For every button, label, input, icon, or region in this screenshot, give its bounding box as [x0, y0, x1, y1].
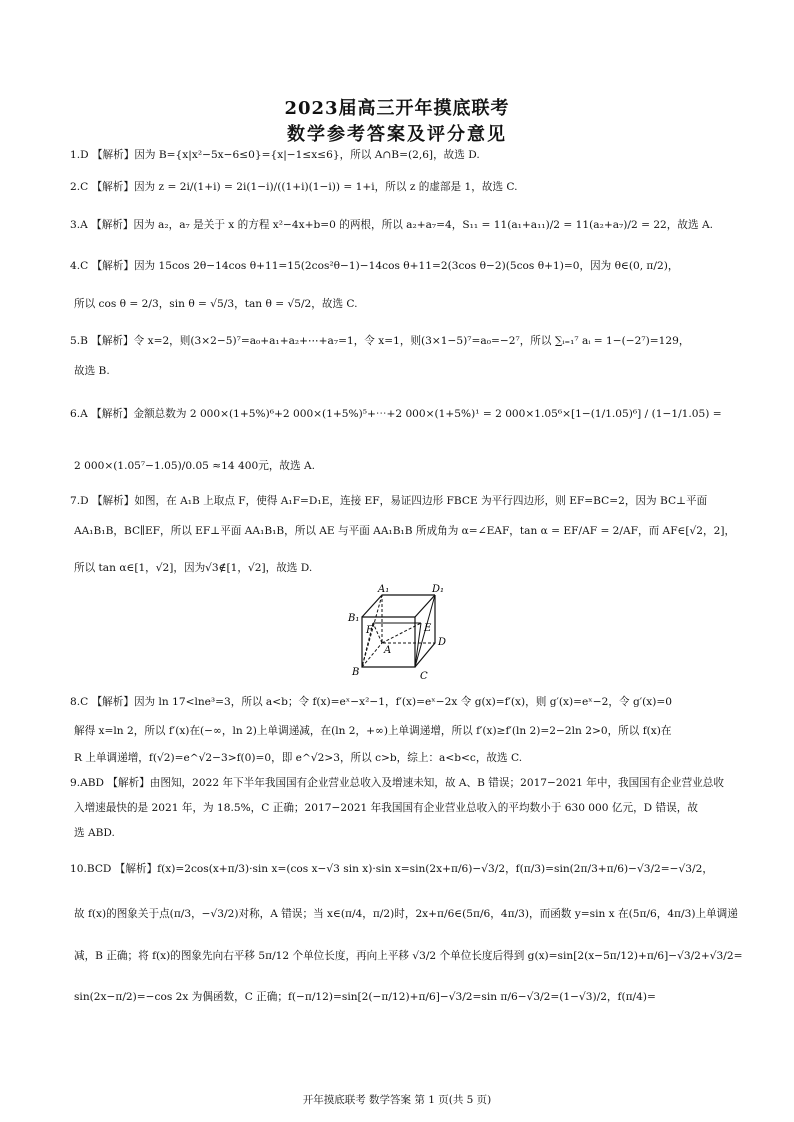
label-B1: B₁	[348, 613, 360, 624]
label-A: A	[384, 645, 392, 656]
answer-9: 9.ABD 【解析】由图知，2022 年下半年我国国有企业营业总收入及增速未知，故 A、B 错误；2017−2021 年中，我国国有企业营业总收	[70, 777, 724, 789]
answer-8-cont1: 解得 x=ln 2，所以 f′(x)在(−∞，ln 2)上单调递减，在(ln 2，+∞)上单调递增，所以 f′(x)≥f′(ln 2)=2−2ln 2>0，所以 f(x)在	[74, 725, 672, 737]
answer-8: 8.C 【解析】因为 ln 17<lne³=3，所以 a<b；令 f(x)=eˣ−x²−1，f′(x)=eˣ−2x 令 g(x)=f′(x)，则 g′(x)=eˣ−2，令 g′(x)=0	[70, 696, 672, 708]
label-F: F	[366, 625, 373, 636]
answer-2: 2.C 【解析】因为 z = 2i/(1+i) = 2i(1−i)/((1+i)(1−i)) = 1+i，所以 z 的虚部是 1，故选 C.	[70, 181, 518, 193]
label-C: C	[420, 671, 428, 682]
answer-6: 6.A 【解析】金额总数为 2 000×(1+5%)⁶+2 000×(1+5%)⁵+⋯+2 000×(1+5%)¹ = 2 000×1.05⁶×[1−(1/1.05)⁶] / (1−1/1.05) =	[70, 408, 722, 420]
answer-10-cont3: sin(2x−π/2)=−cos 2x 为偶函数，C 正确；f(−π/12)=sin[2(−π/12)+π/6]−√3/2=sin π/6−√3/2=(1−√3)/2，f(π/4)=	[74, 991, 656, 1003]
label-D1: D₁	[432, 584, 445, 595]
answer-6-cont: 2 000×(1.05⁷−1.05)/0.05 ≈14 400元，故选 A.	[74, 460, 315, 472]
answer-1: 1.D 【解析】因为 B={x|x²−5x−6≤0}={x|−1≤x≤6}，所以 A∩B=(2,6]，故选 D.	[70, 149, 480, 161]
answer-9-cont1: 入增速最快的是 2021 年，为 18.5%，C 正确；2017−2021 年我国国有企业营业总收入的平均数小于 630 000 亿元，D 错误，故	[74, 802, 698, 814]
answer-7: 7.D 【解析】如图，在 A₁B 上取点 F，使得 A₁F=D₁E，连接 EF，易证四边形 FBCE 为平行四边形，则 EF=BC=2，因为 BC⊥平面	[70, 495, 708, 507]
answer-7-cont1: AA₁B₁B，BC∥EF，所以 EF⊥平面 AA₁B₁B，所以 AE 与平面 AA₁B₁B 所成角为 α=∠EAF，tan α = EF/AF = 2/AF，而 AF∈[√2，2]，	[74, 525, 736, 537]
answer-3: 3.A 【解析】因为 a₂，a₇ 是关于 x 的方程 x²−4x+b=0 的两根，所以 a₂+a₇=4，S₁₁ = 11(a₁+a₁₁)/2 = 11(a₂+a₇)/2 = 22，故选 A.	[70, 219, 713, 231]
answer-4-cont: 所以 cos θ = 2/3，sin θ = √5/3，tan θ = √5/2，故选 C.	[74, 298, 358, 310]
exam-title: 2023届高三开年摸底联考	[284, 98, 510, 119]
answer-10: 10.BCD 【解析】f(x)=2cos(x+π/3)·sin x=(cos x−√3 sin x)·sin x=sin(2x+π/6)−√3/2，f(π/3)=sin(2π/3+π/6)−√3/2=−√3/2，	[70, 863, 713, 875]
page-footer: 开年摸底联考 数学答案 第 1 页(共 5 页)	[302, 1094, 492, 1106]
cube-figure	[338, 583, 458, 683]
label-D: D	[438, 637, 447, 648]
answer-9-cont2: 选 ABD.	[74, 827, 115, 839]
answer-10-cont2: 减，B 正确；将 f(x)的图象先向右平移 5π/12 个单位长度，再向上平移 √3/2 个单位长度后得到 g(x)=sin[2(x−5π/12)+π/6]−√3/2+√3/2=	[74, 950, 743, 962]
answer-7-cont2: 所以 tan α∈[1，√2]，因为√3∉[1，√2]，故选 D.	[74, 562, 313, 574]
label-E: E	[424, 623, 432, 634]
answer-5-cont: 故选 B.	[74, 365, 110, 377]
answer-4: 4.C 【解析】因为 15cos 2θ−14cos θ+11=15(2cos²θ−1)−14cos θ+11=2(3cos θ−2)(5cos θ+1)=0，因为 θ∈(0, π/2)，	[70, 260, 679, 272]
label-A1: A₁	[378, 584, 390, 595]
answer-5: 5.B 【解析】令 x=2，则(3×2−5)⁷=a₀+a₁+a₂+⋯+a₇=1，令 x=1，则(3×1−5)⁷=a₀=−2⁷，所以 ∑ᵢ₌₁⁷ aᵢ = 1−(−2⁷)=129，	[70, 335, 690, 347]
answer-10-cont1: 故 f(x)的图象关于点(π/3，−√3/2)对称，A 错误；当 x∈(π/4，π/2)时，2x+π/6∈(5π/6，4π/3)，而函数 y=sin x 在(5π/6，4π/3)上单调递	[74, 908, 738, 920]
label-B: B	[352, 667, 360, 678]
exam-subtitle: 数学参考答案及评分意见	[287, 124, 507, 145]
answer-8-cont2: R 上单调递增，f(√2)=e^√2−3>f(0)=0，即 e^√2>3，所以 c>b，综上：a<b<c，故选 C.	[74, 752, 523, 764]
